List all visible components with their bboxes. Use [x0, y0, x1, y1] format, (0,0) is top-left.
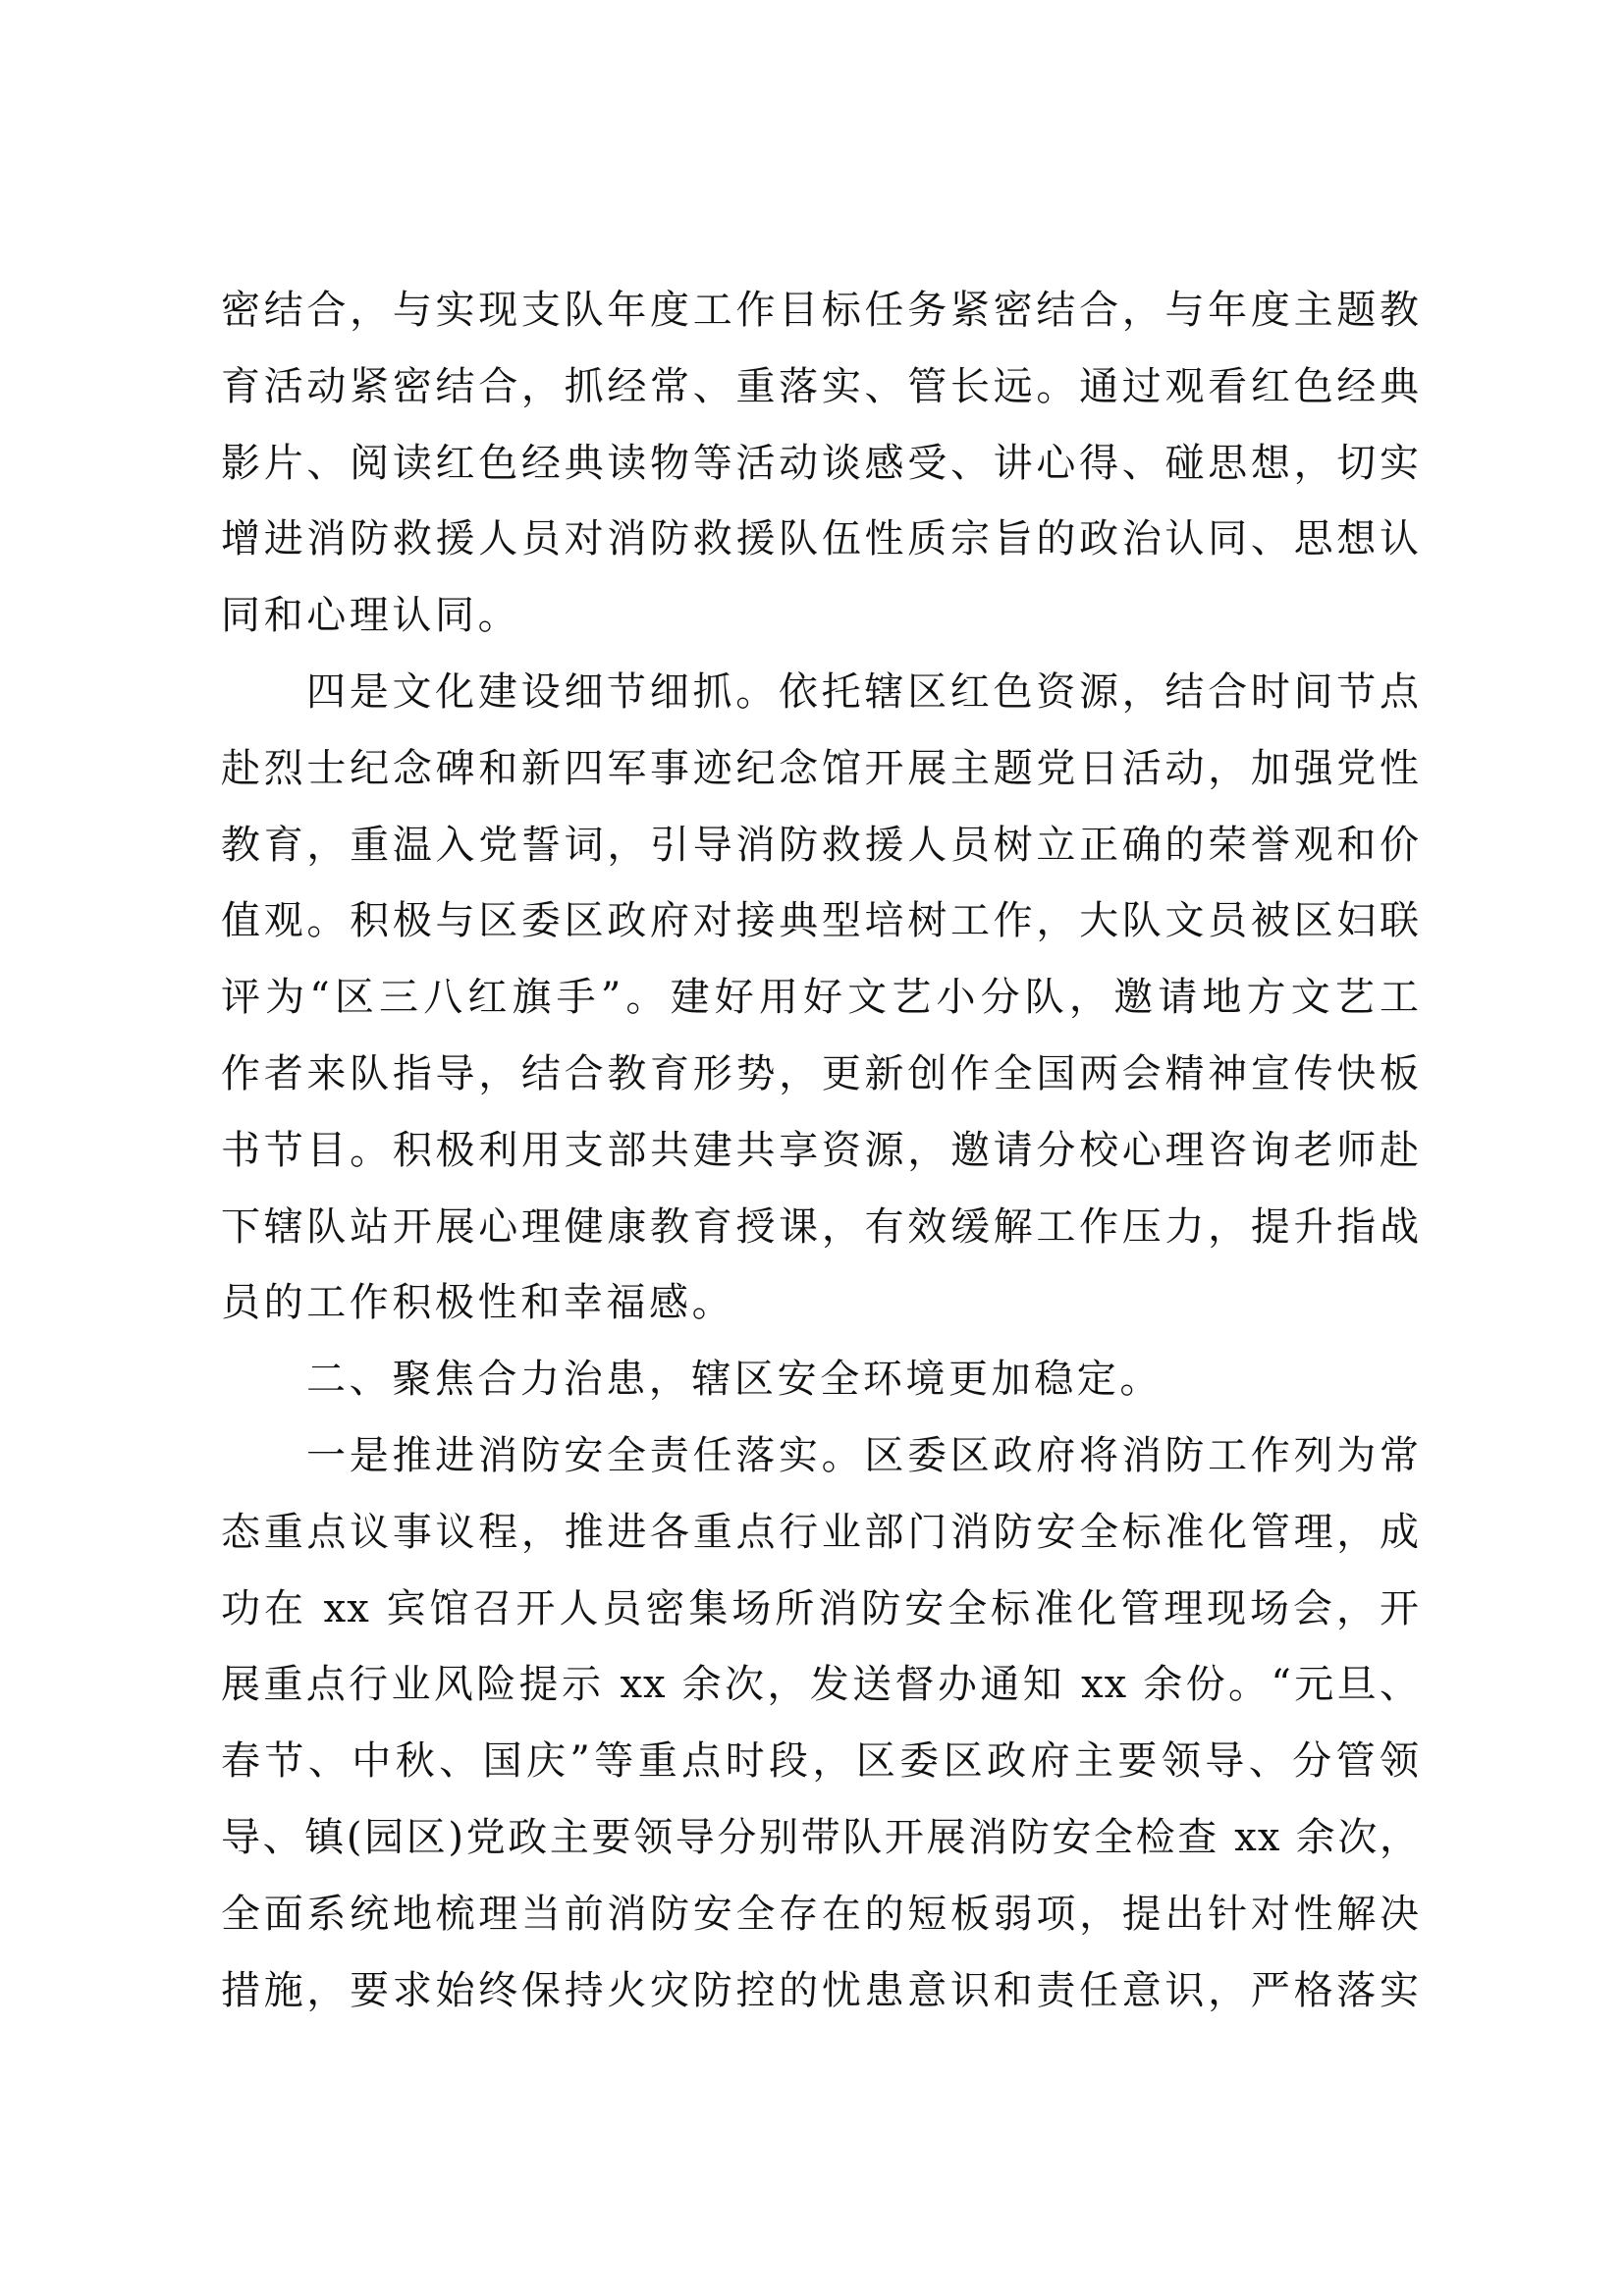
document-page: [221, 273, 1420, 2029]
text-line: 作者来队指导，结合教育形势，更新创作全国两会精神宣传快板: [221, 1050, 1420, 1096]
text-line: 态重点议事议程，推进各重点行业部门消防安全标准化管理，成: [221, 1509, 1420, 1555]
text-line: 四是文化建设细节细抓。依托辖区红色资源，结合时间节点: [306, 668, 1420, 715]
text-line: 教育，重温入党誓词，引导消防救援人员树立正确的荣誉观和价: [221, 822, 1420, 868]
text-line: 导、镇(园区)党政主要领导分别带队开展消防安全检查 xx 余次，: [221, 1814, 1420, 1860]
text-line: 育活动紧密结合，抓经常、重落实、管长远。通过观看红色经典: [221, 363, 1420, 409]
section-heading: 二、聚焦合力治患，辖区安全环境更加稳定。: [306, 1357, 1163, 1403]
text-line: 评为“区三八红旗手”。建好用好文艺小分队，邀请地方文艺工: [221, 975, 1420, 1021]
text-line: 赴烈士纪念碑和新四军事迹纪念馆开展主题党日活动，加强党性: [221, 745, 1420, 791]
text-line: 增进消防救援人员对消防救援队伍性质宗旨的政治认同、思想认: [221, 516, 1420, 562]
text-line: 下辖队站开展心理健康教育授课，有效缓解工作压力，提升指战: [221, 1203, 1420, 1250]
text-line: 影片、阅读红色经典读物等活动谈感受、讲心得、碰思想，切实: [221, 440, 1420, 486]
text-line: 展重点行业风险提示 xx 余次，发送督办通知 xx 余份。“元旦、: [221, 1662, 1420, 1708]
text-line: 一是推进消防安全责任落实。区委区政府将消防工作列为常: [306, 1432, 1420, 1478]
section-heading-2: [221, 1342, 1420, 1418]
text-line: 措施，要求始终保持火灾防控的忧患意识和责任意识，严格落实: [221, 1967, 1420, 2013]
text-line: 春节、中秋、国庆”等重点时段，区委区政府主要领导、分管领: [221, 1738, 1420, 1785]
text-line: 书节目。积极利用支部共建共享资源，邀请分校心理咨询老师赴: [221, 1127, 1420, 1173]
text-line: 密结合，与实现支队年度工作目标任务紧密结合，与年度主题教: [221, 288, 1420, 333]
paragraph-culture-building: [221, 655, 1420, 1342]
text-line: 员的工作积极性和幸福感。: [221, 1280, 735, 1326]
paragraph-continuation: [221, 273, 1420, 655]
text-line: 值观。积极与区委区政府对接典型培树工作，大队文员被区妇联: [221, 898, 1420, 944]
text-line: 同和心理认同。: [221, 593, 521, 639]
paragraph-fire-safety-responsibility: [221, 1418, 1420, 2029]
text-line: 全面系统地梳理当前消防安全存在的短板弱项，提出针对性解决: [221, 1891, 1420, 1937]
text-line: 功在 xx 宾馆召开人员密集场所消防安全标准化管理现场会，开: [221, 1585, 1420, 1631]
